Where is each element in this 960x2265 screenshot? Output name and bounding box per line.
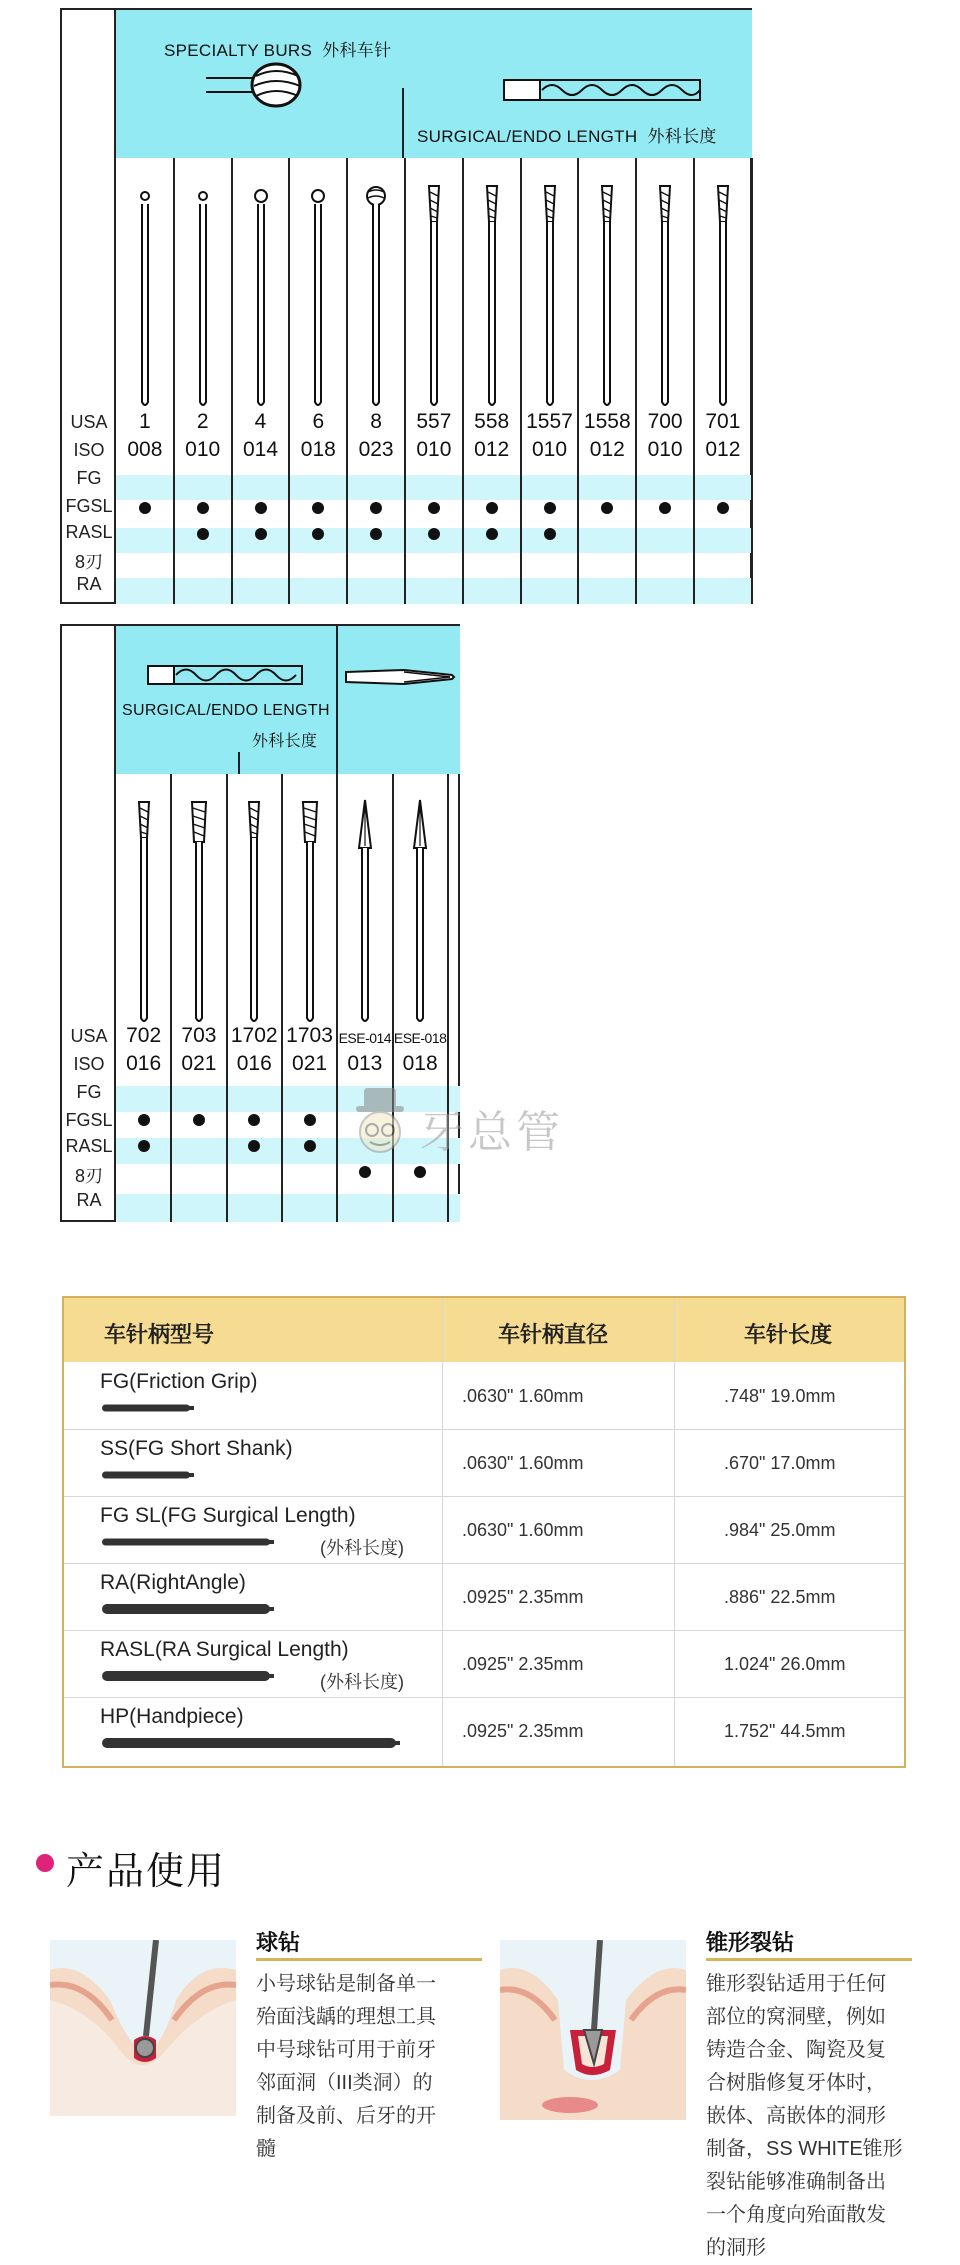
tapered-bur-illustration	[344, 666, 456, 688]
row-label-iso-2: ISO	[73, 1054, 105, 1074]
row-label-8blade: 8刃	[74, 552, 103, 572]
bur-drawing	[131, 182, 159, 427]
surgical-endo-title-2-cn: 外科长度	[252, 733, 318, 750]
fgsl-availability-dot	[255, 502, 267, 514]
fgsl-availability-dot	[193, 1114, 205, 1126]
shank-diameter-value: .0925" 2.35mm	[462, 1587, 584, 1607]
shank-illustration	[100, 1400, 196, 1421]
rasl-availability-dot	[428, 528, 440, 540]
iso-number: 010	[647, 438, 683, 461]
rasl-availability-dot	[197, 528, 209, 540]
shank-illustration	[100, 1601, 276, 1622]
shank-diameter-value: .0630" 1.60mm	[462, 1520, 584, 1540]
bur-drawing	[351, 798, 379, 1043]
shank-diameter-value: .0630" 1.60mm	[462, 1386, 584, 1406]
bur-drawing	[406, 798, 434, 1043]
usage-item-tapered-desc: 锥形裂钻适用于任何 部位的窝洞壁，例如 铸造合金、陶瓷及复 合树脂修复牙体时， 嵌体、高嵌体的洞形 制备，SS WHITE锥形 裂钻能够准确制备出 一个角度向殆面散发 的洞形	[706, 1973, 903, 2259]
surgical-length-note: (外科长度)	[320, 1538, 404, 1558]
shank-type-name: FG(Friction Grip)	[100, 1370, 258, 1393]
fgsl-availability-dot	[659, 502, 671, 514]
iso-number: 010	[416, 438, 452, 461]
usa-number: 703	[181, 1024, 217, 1047]
usa-number: 701	[705, 410, 741, 433]
usa-number: 1703	[286, 1024, 333, 1047]
fgsl-availability-dot	[717, 502, 729, 514]
round-bur-illustration	[206, 62, 306, 110]
shank-illustration	[100, 1534, 276, 1555]
section-bullet	[36, 1854, 54, 1872]
row-label-ra-2: RA	[76, 1190, 102, 1210]
surgical-length-note: (外科长度)	[320, 1672, 404, 1692]
usa-number: 2	[196, 410, 209, 433]
eight-blade-availability-dot	[359, 1166, 371, 1178]
bur-spec-chart-1	[60, 8, 752, 604]
usa-number: 700	[647, 410, 683, 433]
bur-length-value: .886" 22.5mm	[724, 1587, 836, 1607]
iso-number: 016	[126, 1052, 162, 1075]
usa-number: 1558	[583, 410, 631, 433]
shank-diameter-value: .0630" 1.60mm	[462, 1453, 584, 1473]
iso-number: 012	[589, 438, 625, 461]
fissure-bur-illustration-2	[146, 658, 306, 692]
iso-number: 012	[705, 438, 741, 461]
rasl-availability-dot	[370, 528, 382, 540]
bur-drawing	[304, 182, 332, 427]
iso-number: 016	[236, 1052, 272, 1075]
row-label-fg-2: FG	[76, 1082, 102, 1102]
iso-number: 021	[181, 1052, 217, 1075]
bur-length-value: .670" 17.0mm	[724, 1453, 836, 1473]
row-label-ra: RA	[76, 574, 102, 594]
iso-number: 012	[474, 438, 510, 461]
row-label-rasl: RASL	[65, 522, 113, 542]
tapered-bur-usage-image	[500, 1940, 686, 2120]
shank-illustration	[100, 1467, 196, 1488]
fgsl-availability-dot	[486, 502, 498, 514]
bur-length-value: 1.024" 26.0mm	[724, 1654, 846, 1674]
row-label-rasl-2: RASL	[65, 1136, 113, 1156]
iso-number: 023	[358, 438, 394, 461]
iso-number: 008	[127, 438, 163, 461]
table-row	[64, 1563, 904, 1630]
header-bur-length: 车针长度	[744, 1322, 833, 1347]
shank-illustration	[100, 1668, 276, 1689]
bur-drawing	[247, 182, 275, 427]
fgsl-availability-dot	[197, 502, 209, 514]
usa-number: 557	[416, 410, 452, 433]
usa-number: 702	[126, 1024, 162, 1047]
rasl-availability-dot	[304, 1140, 316, 1152]
row-label-usa-2: USA	[70, 1026, 108, 1046]
row-label-fg: FG	[76, 468, 102, 488]
iso-number: 014	[242, 438, 279, 461]
fgsl-availability-dot	[428, 502, 440, 514]
bur-drawing	[593, 182, 621, 427]
fgsl-availability-dot	[544, 502, 556, 514]
shank-type-name: RA(RightAngle)	[100, 1571, 246, 1594]
mascot-icon	[350, 1086, 410, 1156]
header-shank-diameter: 车针柄直径	[498, 1322, 609, 1347]
bur-drawing	[651, 182, 679, 427]
shank-diameter-value: .0925" 2.35mm	[462, 1654, 584, 1674]
surgical-endo-title-2: SURGICAL/ENDO LENGTH	[122, 702, 330, 719]
rasl-availability-dot	[486, 528, 498, 540]
fissure-bur-illustration	[502, 70, 702, 110]
bur-drawing	[420, 182, 448, 427]
bur-drawing	[709, 182, 737, 427]
usa-number: 8	[370, 410, 382, 433]
watermark	[350, 1086, 630, 1156]
watermark-text: 牙总管	[420, 1108, 564, 1157]
iso-number: 010	[531, 438, 568, 461]
shank-type-name: HP(Handpiece)	[100, 1705, 244, 1728]
row-label-iso: ISO	[73, 440, 105, 460]
table-row	[64, 1630, 904, 1697]
bur-drawing	[240, 798, 268, 1043]
fgsl-availability-dot	[138, 1114, 150, 1126]
iso-number: 018	[300, 438, 336, 461]
fgsl-availability-dot	[248, 1114, 260, 1126]
iso-number: 013	[347, 1052, 383, 1075]
fgsl-availability-dot	[139, 502, 151, 514]
shank-spec-table	[62, 1296, 906, 1768]
shank-illustration	[100, 1735, 402, 1756]
usage-item-tapered-title: 锥形裂钻	[706, 1930, 795, 1955]
usage-item-round-desc: 小号球钻是制备单一 殆面浅龋的理想工具 中号球钻可用于前牙 邻面洞（III类洞）的 制备及前、后牙的开 髓	[256, 1973, 436, 2160]
table-row	[64, 1429, 904, 1496]
rasl-availability-dot	[544, 528, 556, 540]
usa-number: ESE-014	[338, 1030, 392, 1046]
chart2-header-band	[116, 626, 460, 774]
bur-drawing	[189, 182, 217, 427]
rasl-availability-dot	[138, 1140, 150, 1152]
usa-number: 1557	[526, 410, 573, 433]
bur-drawing	[362, 182, 390, 427]
usa-number: ESE-018	[393, 1030, 447, 1046]
shank-diameter-value: .0925" 2.35mm	[462, 1721, 584, 1741]
bur-length-value: 1.752" 44.5mm	[724, 1721, 846, 1741]
table-row	[64, 1362, 904, 1429]
bur-drawing	[536, 182, 564, 427]
usa-number: 558	[474, 410, 510, 433]
iso-number: 021	[292, 1052, 328, 1075]
row-label-8blade-2: 8刃	[74, 1166, 103, 1186]
specialty-burs-title: SPECIALTY BURS 外科车针	[164, 41, 392, 60]
shank-type-name: RASL(RA Surgical Length)	[100, 1638, 349, 1661]
row-label-fgsl: FGSL	[65, 496, 113, 516]
bur-drawing	[478, 182, 506, 427]
usa-number: 4	[254, 410, 267, 433]
usa-number: 1	[139, 410, 151, 433]
usa-number: 6	[312, 410, 325, 433]
surgical-endo-title: SURGICAL/ENDO LENGTH 外科长度	[417, 127, 717, 146]
fgsl-availability-dot	[304, 1114, 316, 1126]
bur-drawing	[296, 798, 324, 1043]
fgsl-availability-dot	[312, 502, 324, 514]
round-bur-usage-image	[50, 1940, 236, 2116]
bur-length-value: .984" 25.0mm	[724, 1520, 836, 1540]
table-row	[64, 1697, 904, 1764]
iso-number: 018	[402, 1052, 438, 1075]
row-label-usa: USA	[70, 412, 108, 432]
shank-type-name: FG SL(FG Surgical Length)	[100, 1504, 356, 1527]
bur-drawing	[185, 798, 213, 1043]
rasl-availability-dot	[255, 528, 267, 540]
table-row	[64, 1496, 904, 1563]
iso-number: 010	[185, 438, 221, 461]
usa-number: 1702	[230, 1024, 278, 1047]
bur-drawing	[130, 798, 158, 1043]
shank-type-name: SS(FG Short Shank)	[100, 1437, 293, 1460]
fgsl-availability-dot	[370, 502, 382, 514]
header-shank-type: 车针柄型号	[104, 1322, 215, 1347]
eight-blade-availability-dot	[414, 1166, 426, 1178]
row-label-fgsl-2: FGSL	[65, 1110, 113, 1130]
bur-length-value: .748" 19.0mm	[724, 1386, 836, 1406]
section-title: 产品使用	[66, 1851, 227, 1893]
usage-item-round-title: 球钻	[256, 1930, 301, 1955]
fgsl-availability-dot	[601, 502, 613, 514]
